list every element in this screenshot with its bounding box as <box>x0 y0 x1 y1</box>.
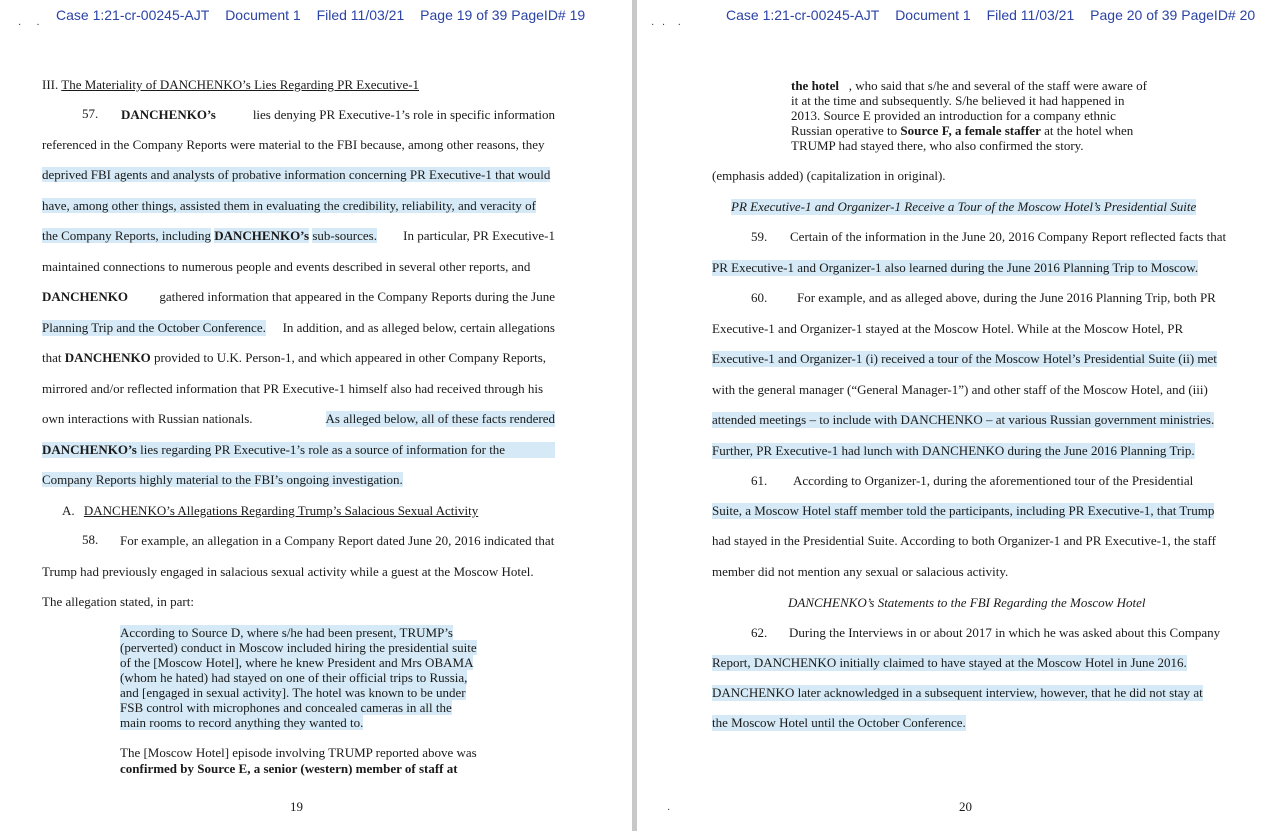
right-page-header <box>726 7 1255 23</box>
quote-line: The [Moscow Hotel] episode involving TRUMP reported above was <box>120 745 477 760</box>
paragraph-line: deprived FBI agents and analysts of probative information concerning PR Executive-1 that would <box>42 167 551 182</box>
paragraph-line: According to Organizer-1, during the aforementioned tour of the Presidential <box>793 473 1194 488</box>
paragraph-number: 59. <box>751 229 768 244</box>
quote-line: 2013. Source E provided an introduction for a company ethnic <box>791 108 1116 123</box>
paragraph-line: For example, an allegation in a Company Report dated June 20, 2016 indicated that <box>120 533 555 548</box>
paragraph-line: have, among other things, assisted them in evaluating the credibility, reliability, and veracity of <box>42 198 536 213</box>
paragraph-line: For example, and as alleged above, during the June 2016 Planning Trip, both PR <box>797 290 1216 305</box>
paragraph-line: PR Executive-1 and Organizer-1 also learned during the June 2016 Planning Trip to Moscow. <box>712 260 1199 275</box>
paragraph-line: DANCHENKO later acknowledged in a subsequent interview, however, that he did not stay at <box>712 685 1203 700</box>
paragraph-number: 60. <box>751 290 768 305</box>
quote-line: it at the time and subsequently. S/he believed it had happened in <box>791 93 1125 108</box>
document-number: Document 1 <box>895 7 971 23</box>
paragraph-line: Report, DANCHENKO initially claimed to have stayed at the Moscow Hotel in June 2016. <box>712 655 1187 670</box>
paragraph-line: DANCHENKO gathered information that appeared in the Company Reports during the June <box>42 289 555 304</box>
paragraph-line: Trump had previously engaged in salacious sexual activity while a guest at the Moscow Hotel. <box>42 564 534 579</box>
section-heading: DANCHENKO’s Statements to the FBI Regarding the Moscow Hotel <box>788 595 1146 610</box>
quote-line: Russian operative to Source F, a female staffer at the hotel when <box>791 123 1134 138</box>
paragraph-line: had stayed in the Presidential Suite. According to both Organizer-1 and PR Executive-1, the staff <box>712 533 1216 548</box>
paragraph-line: DANCHENKO’s lies regarding PR Executive-1’s role as a source of information for the <box>42 442 555 458</box>
page-number: 19 <box>290 799 303 814</box>
page-info: Page 20 of 39 PageID# 20 <box>1090 7 1256 23</box>
quote-line: the hotel , who said that s/he and several of the staff were aware of <box>791 78 1147 93</box>
paragraph-line: attended meetings – to include with DANCHENKO – at various Russian government ministries. <box>712 412 1215 427</box>
page-info: Page 19 of 39 PageID# 19 <box>420 7 586 23</box>
case-number: Case 1:21-cr-00245-AJT <box>726 7 880 23</box>
filed-date: Filed 11/03/21 <box>986 7 1075 23</box>
quote-line: TRUMP had stayed there, who also confirmed the story. <box>791 138 1084 153</box>
left-document-page: Case 1:21-cr-00245-AJT Document 1 Filed 11/03/21 Page 19 of 39 PageID# 19 · · III. The Materiality of DANCHENKO’s Lies Regarding PR Executive-1 57. DANCHENKO’s lies denying PR Executive-1’s role in specific information referenced in the Company Reports were material to the FBI because, among other reasons, they deprived FBI agents and analysts of probative information concerning PR Executive-1 that would have, among other things, assisted them in evaluating the credibility, reliability, and veracity of the Company Reports, including DANCHENKO’s sub-sources. In particular, PR Executive-1 maintained connections to numerous people and events described in several other reports, and DANCHENKO gathered information that appeared in the Company Reports during the June Planning Trip and the October Conference. In addition, and as alleged below, certain allegations that DANCHENKO provided to U.K. Person-1, and which appeared in other Company Reports, mirrored and/or reflected information that PR Executive-1 himself also had received through his own interactions with Russian nationals. As alleged below, all of these facts rendered DANCHENKO’s lies regarding PR Executive-1’s role as a source of information for the Company Reports highly material to the FBI’s ongoing investigation. A. DANCHENKO’s Allegations Regarding Trump’s Salacious Sexual Activity 58. For example, an allegation in a Company Report dated June 20, 2016 indicated that Trump had previously engaged in salacious sexual activity while a guest at the Moscow Hotel. The allegation stated, in part: According to Source D, where s/he had been present, TRUMP’s (perverted) conduct in Moscow included hiring the presidential suite of the [Moscow Hotel], where he knew President and Mrs OBAMA (whom he hated) had stayed on one of their official trips to Russia, and [engaged in sexual activity]. The hotel was known to be under FSB control with microphones and concealed cameras in all the main rooms to record anything they wanted to. The [Moscow Hotel] episode involving TRUMP reported above was confirmed by Source E, a senior (western) member of staff at 19 <box>0 0 632 831</box>
quote-line: FSB control with microphones and concealed cameras in all the <box>120 700 452 715</box>
paragraph-number: 62. <box>751 625 768 640</box>
paragraph-line: mirrored and/or reflected information that PR Executive-1 himself also had received through his <box>42 381 544 396</box>
quote-line: of the [Moscow Hotel], where he knew President and Mrs OBAMA <box>120 655 474 670</box>
quote-line: main rooms to record anything they wanted to. <box>120 715 364 730</box>
section-heading: III. The Materiality of DANCHENKO’s Lies Regarding PR Executive-1 <box>42 77 420 92</box>
paragraph-number: 58. <box>82 532 99 547</box>
paragraph-line: Further, PR Executive-1 had lunch with DANCHENKO during the June 2016 Planning Trip. <box>712 443 1195 458</box>
paragraph-line: Executive-1 and Organizer-1 stayed at the Moscow Hotel. While at the Moscow Hotel, PR <box>712 321 1184 336</box>
paragraph-line: the Company Reports, including DANCHENKO’s sub-sources. In particular, PR Executive-1 <box>42 228 555 243</box>
section-heading: PR Executive-1 and Organizer-1 Receive a Tour of the Moscow Hotel’s Presidential Suite <box>731 199 1197 214</box>
paragraph-line: own interactions with Russian nationals. As alleged below, all of these facts rendered <box>42 411 555 426</box>
paragraph-number: 61. <box>751 473 768 488</box>
emphasis-note: (emphasis added) (capitalization in original). <box>712 168 946 183</box>
filed-date: Filed 11/03/21 <box>316 7 405 23</box>
left-page-header <box>56 7 585 23</box>
paragraph-line: Company Reports highly material to the FBI’s ongoing investigation. <box>42 472 403 487</box>
paragraph-line: member did not mention any sexual or salacious activity. <box>712 564 1009 579</box>
paragraph-line: referenced in the Company Reports were material to the FBI because, among other reasons, they <box>42 137 545 152</box>
paragraph-line: Executive-1 and Organizer-1 (i) received a tour of the Moscow Hotel’s Presidential Suite (ii) met <box>712 351 1217 366</box>
quote-line: (whom he hated) had stayed on one of their official trips to Russia, <box>120 670 468 685</box>
subheading: A. DANCHENKO’s Allegations Regarding Trump’s Salacious Sexual Activity <box>62 503 479 518</box>
quote-line: confirmed by Source E, a senior (western) member of staff at <box>120 761 458 776</box>
paragraph-line: Certain of the information in the June 20, 2016 Company Report reflected facts that <box>790 229 1227 244</box>
right-document-page: Case 1:21-cr-00245-AJT Document 1 Filed 11/03/21 Page 20 of 39 PageID# 20 · · · the hotel , who said that s/he and several of the staff were aware of it at the time and subsequently. S/he believed it had happened in 2013. Source E provided an introduction for a company ethnic Russian operative to Source F, a female staffer at the hotel when TRUMP had stayed there, who also confirmed the story. (emphasis added) (capitalization in original). PR Executive-1 and Organizer-1 Receive a Tour of the Moscow Hotel’s Presidential Suite 59. Certain of the information in the June 20, 2016 Company Report reflected facts that PR Executive-1 and Organizer-1 also learned during the June 2016 Planning Trip to Moscow. 60. For example, and as alleged above, during the June 2016 Planning Trip, both PR Executive-1 and Organizer-1 stayed at the Moscow Hotel. While at the Moscow Hotel, PR Executive-1 and Organizer-1 (i) received a tour of the Moscow Hotel’s Presidential Suite (ii) met with the general manager (“General Manager-1”) and other staff of the Moscow Hotel, and (iii) attended meetings – to include with DANCHENKO – at various Russian government ministries. Further, PR Executive-1 had lunch with DANCHENKO during the June 2016 Planning Trip. 61. According to Organizer-1, during the aforementioned tour of the Presidential Suite, a Moscow Hotel staff member told the participants, including PR Executive-1, that Trump had stayed in the Presidential Suite. According to both Organizer-1 and PR Executive-1, the staff member did not mention any sexual or salacious activity. DANCHENKO’s Statements to the FBI Regarding the Moscow Hotel 62. During the Interviews in or about 2017 in which he was asked about this Company Report, DANCHENKO initially claimed to have stayed at the Moscow Hotel in June 2016. DANCHENKO later acknowledged in a subsequent interview, however, that he did not stay at the Moscow Hotel until the October Conference. · 20 <box>637 0 1280 831</box>
paragraph-line: The allegation stated, in part: <box>42 594 194 609</box>
paragraph-line: maintained connections to numerous people and events described in several other reports, and <box>42 259 531 274</box>
quote-line: and [engaged in sexual activity]. The hotel was known to be under <box>120 685 466 700</box>
paragraph-number: 57. <box>82 106 99 121</box>
paragraph-line: that DANCHENKO provided to U.K. Person-1, and which appeared in other Company Reports, <box>42 350 547 365</box>
quote-line: According to Source D, where s/he had been present, TRUMP’s <box>120 625 453 640</box>
paragraph-line: Suite, a Moscow Hotel staff member told the participants, including PR Executive-1, that Trump <box>712 503 1215 518</box>
paragraph-line: During the Interviews in or about 2017 in which he was asked about this Company <box>789 625 1221 640</box>
case-number: Case 1:21-cr-00245-AJT <box>56 7 210 23</box>
paragraph-line: the Moscow Hotel until the October Conference. <box>712 715 966 730</box>
paragraph-line: Planning Trip and the October Conference. In addition, and as alleged below, certain allegations <box>42 320 555 335</box>
document-number: Document 1 <box>225 7 301 23</box>
quote-line: (perverted) conduct in Moscow included hiring the presidential suite <box>120 640 477 655</box>
paragraph-line: with the general manager (“General Manager-1”) and other staff of the Moscow Hotel, and (iii) <box>712 382 1208 397</box>
paragraph-line: DANCHENKO’s lies denying PR Executive-1’s role in specific information <box>121 107 555 122</box>
page-number: 20 <box>959 799 972 814</box>
